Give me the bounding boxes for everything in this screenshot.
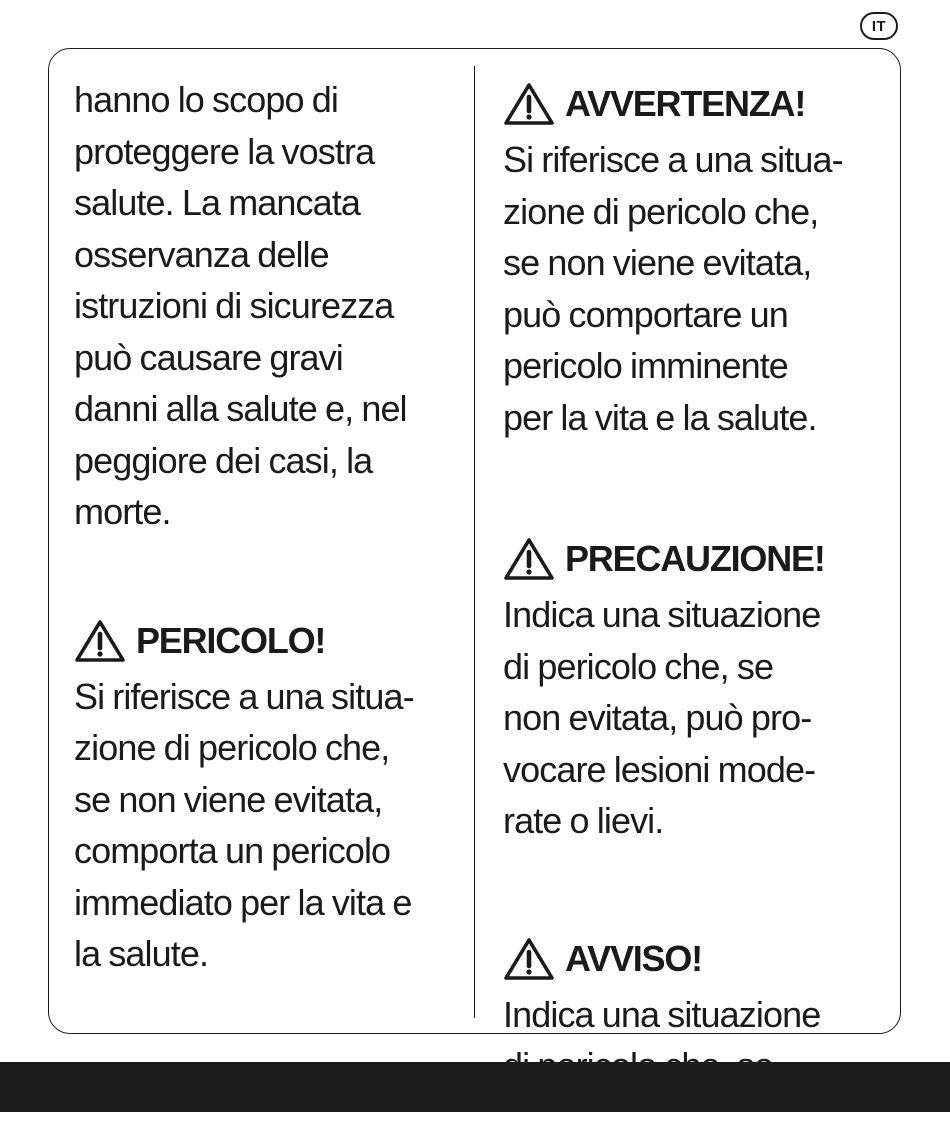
warning-heading [503, 74, 843, 134]
text-line: zione di pericolo che, [74, 727, 390, 768]
text-line: salute. La mancata [74, 182, 360, 223]
intro-paragraph [74, 74, 414, 538]
text-line: immediato per la vita e [74, 881, 412, 923]
danger-section [74, 611, 414, 980]
text-line: Indica una situazione [503, 993, 821, 1035]
text-line: morte. [74, 491, 171, 532]
warning-heading-label: AVVERTENZA! [565, 83, 806, 125]
warning-section [503, 74, 843, 443]
text-line: di pericolo che, se [503, 645, 774, 687]
text-line: se non viene evitata, [503, 242, 812, 283]
text-line: zione di pericolo che, [503, 190, 819, 232]
text-line: la salute. [74, 933, 209, 974]
warning-triangle-icon [503, 82, 555, 126]
language-badge: IT [860, 12, 898, 40]
text-line: pericolo imminente [503, 345, 788, 386]
caution-heading [503, 529, 843, 589]
text-line: comporta un pericolo [74, 830, 391, 871]
text-line: se non viene evitata, [74, 778, 383, 820]
text-line: Si riferisce a una situa- [74, 675, 414, 717]
text-line: rate o lievi. [503, 800, 664, 841]
text-line: hanno lo scopo di [74, 79, 338, 120]
text-line: Si riferisce a una situa- [503, 139, 843, 180]
text-line: peggiore dei casi, la [74, 439, 373, 481]
caution-heading-label: PRECAUZIONE! [565, 538, 825, 580]
warning-triangle-icon [74, 619, 126, 663]
text-line: proteggere la vostra [74, 130, 375, 172]
text-line: Indica una situazione [503, 594, 821, 635]
warning-triangle-icon [503, 537, 555, 581]
right-column [503, 74, 843, 1092]
text-line: può comportare un [503, 293, 788, 335]
caution-section [503, 529, 843, 847]
danger-heading-label: PERICOLO! [136, 619, 326, 661]
left-column [74, 74, 414, 980]
footer-bar [0, 1062, 950, 1112]
text-line: non evitata, può pro- [503, 697, 812, 738]
text-line: danni alla salute e, nel [74, 388, 407, 429]
column-divider [474, 66, 475, 1018]
text-line: istruzioni di sicurezza [74, 285, 394, 326]
text-line: osservanza delle [74, 233, 329, 275]
warning-triangle-icon [503, 937, 555, 981]
notice-heading [503, 929, 843, 989]
text-line: può causare gravi [74, 336, 343, 378]
danger-heading [74, 611, 414, 671]
notice-heading-label: AVVISO! [565, 937, 702, 979]
text-line: vocare lesioni mode- [503, 748, 816, 790]
text-line: per la vita e la salute. [503, 396, 817, 438]
